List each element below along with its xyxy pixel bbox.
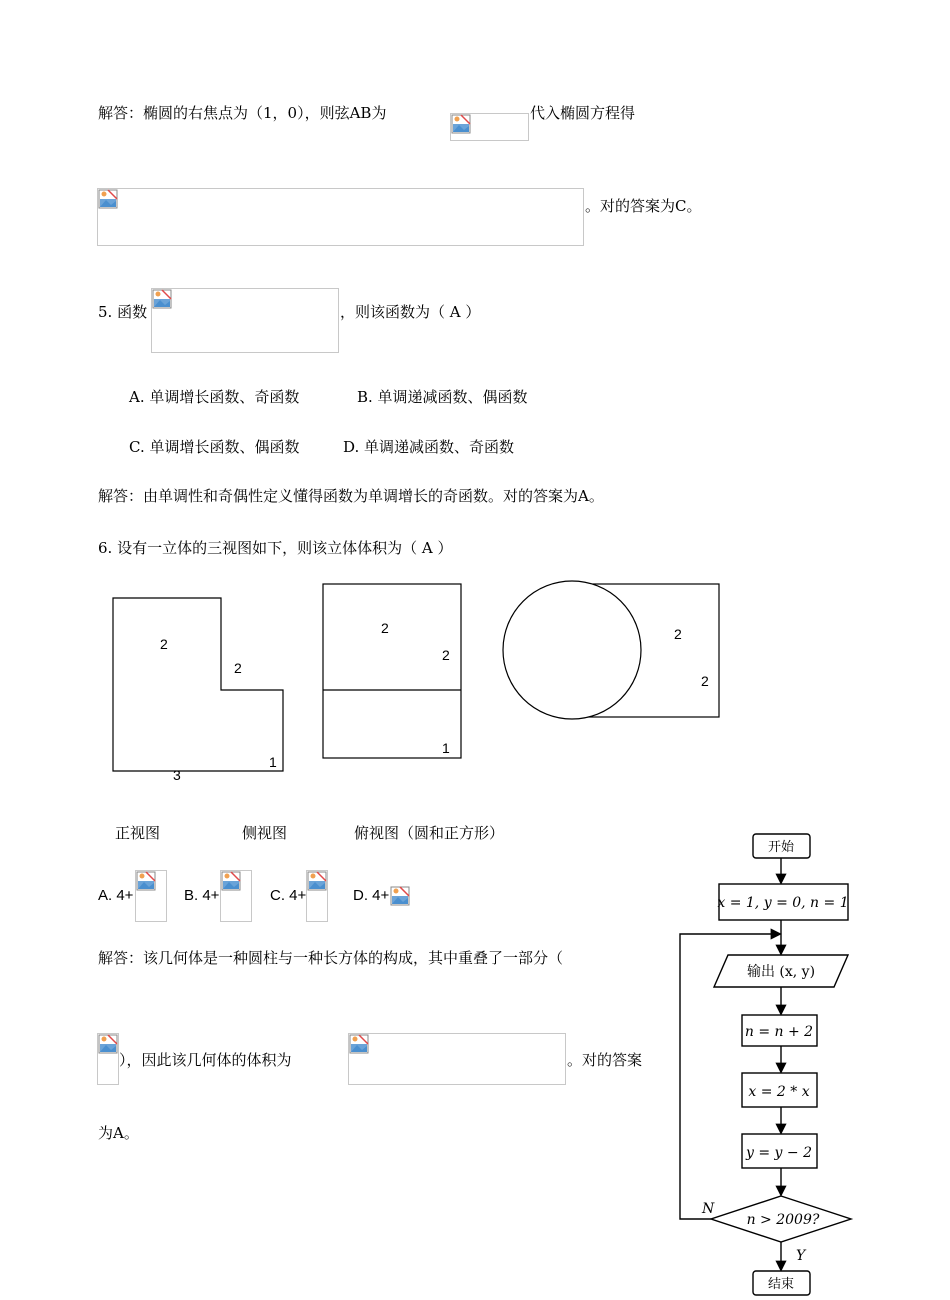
broken-image-function	[151, 288, 339, 353]
q6-solution-line-1	[98, 948, 563, 968]
flow-yes-label: Y	[796, 1248, 806, 1264]
three-views-figure	[100, 578, 730, 788]
q6-option-b-text: B. 4+	[184, 887, 220, 904]
front-label-1: 2	[160, 636, 168, 652]
top-view	[503, 581, 719, 719]
q6-option-d-text: D. 4+	[353, 887, 390, 904]
front-label-2: 2	[234, 660, 242, 676]
broken-image-formula	[450, 113, 529, 141]
q6-option-a-text: A. 4+	[98, 887, 134, 904]
q5-option-c-text: C. 单调增长函数、偶函数	[129, 438, 300, 456]
solution-line-2	[585, 196, 701, 216]
broken-image-icon	[307, 871, 327, 891]
broken-image-equation	[97, 188, 584, 246]
broken-image-opt-a	[135, 870, 167, 922]
solution-line-1	[98, 103, 386, 123]
q5-stem-a	[98, 302, 147, 322]
q6-stem-text: 6. 设有一立体的三视图如下，则该立体体积为（ A ）	[98, 539, 453, 557]
broken-image-volume	[348, 1033, 566, 1085]
q6-solution-line-2	[119, 1050, 292, 1070]
q5-option-a	[129, 387, 299, 407]
flow-step3-label: y = y − 2	[746, 1145, 812, 1161]
flow-output-label: 输出 (x, y)	[746, 964, 816, 980]
solution-line-1b	[530, 103, 635, 123]
flow-step1-label: n = n + 2	[744, 1024, 814, 1040]
solution-text-c: 。对的答案为C。	[585, 197, 702, 215]
solution-text-b: 代入椭圆方程得	[530, 104, 636, 122]
flow-no-label: N	[702, 1201, 715, 1217]
side-label-1: 2	[381, 620, 389, 636]
q5-stem-text-b: ，则该函数为（ A ）	[340, 303, 481, 321]
q5-option-d-text: D. 单调递减函数、奇函数	[343, 438, 515, 456]
q6-solution-text-d: 为A。	[98, 1124, 139, 1142]
broken-image-opt-b	[220, 870, 252, 922]
broken-image-icon	[221, 871, 241, 891]
broken-image-icon	[390, 886, 410, 906]
q5-solution	[98, 486, 604, 506]
q6-solution-text-c: 。对的答案	[567, 1051, 643, 1069]
q5-option-d	[343, 437, 514, 457]
side-view	[323, 584, 461, 758]
broken-image-icon	[98, 189, 118, 209]
broken-image-icon	[349, 1034, 369, 1054]
q5-stem-text-a: 5. 函数	[98, 303, 148, 321]
q6-solution-line-3	[98, 1123, 139, 1143]
side-label-2: 2	[442, 647, 450, 663]
caption-top-text: 俯视图（圆和正方形）	[354, 824, 505, 842]
flow-step2-label: x = 2 * x	[748, 1084, 810, 1100]
q6-option-b	[184, 886, 219, 906]
broken-image-opt-c	[306, 870, 328, 922]
flow-condition-label: n > 2009?	[746, 1212, 820, 1228]
caption-top-view	[354, 823, 504, 843]
q6-solution-text-a: 解答：该几何体是一种圆柱与一种长方体的构成，其中重叠了一部分（	[98, 949, 564, 967]
broken-image-icon	[98, 1034, 118, 1054]
top-label-2: 2	[701, 673, 709, 689]
q5-option-c	[129, 437, 299, 457]
flow-init-label: x = 1, y = 0, n = 1	[717, 895, 849, 911]
q6-solution-line-2c	[567, 1050, 642, 1070]
q5-option-a-text: A. 单调增长函数、奇函数	[129, 388, 300, 406]
broken-image-icon	[152, 289, 172, 309]
q6-option-d	[353, 886, 389, 906]
broken-image-opt-d	[390, 886, 410, 906]
front-view	[113, 598, 283, 783]
q5-solution-text: 解答：由单调性和奇偶性定义懂得函数为单调增长的奇函数。对的答案为A。	[98, 487, 604, 505]
q6-option-c	[270, 886, 306, 906]
flow-start-label: 开始	[767, 840, 795, 855]
q6-stem	[98, 538, 452, 558]
broken-image-icon	[451, 114, 471, 134]
side-label-3: 1	[442, 740, 450, 756]
front-label-4: 3	[173, 767, 181, 783]
flow-end-label: 结束	[767, 1277, 795, 1292]
caption-front-view	[115, 823, 160, 843]
flowchart	[670, 828, 870, 1298]
q5-option-b-text: B. 单调递减函数、偶函数	[357, 388, 528, 406]
caption-side-text: 侧视图	[242, 824, 288, 842]
caption-side-view	[242, 823, 287, 843]
broken-image-icon	[136, 871, 156, 891]
front-label-3: 1	[269, 754, 277, 770]
caption-front-text: 正视图	[115, 824, 161, 842]
q6-option-a	[98, 886, 133, 906]
q6-option-c-text: C. 4+	[270, 887, 307, 904]
top-label-1: 2	[674, 626, 682, 642]
q5-stem-b	[340, 302, 480, 322]
q6-solution-text-b: ），因此该几何体的体积为	[119, 1051, 292, 1069]
broken-image-overlap	[97, 1033, 119, 1085]
q5-option-b	[357, 387, 528, 407]
solution-text-a: 解答：椭圆的右焦点为（1，0），则弦AB为	[98, 104, 387, 122]
